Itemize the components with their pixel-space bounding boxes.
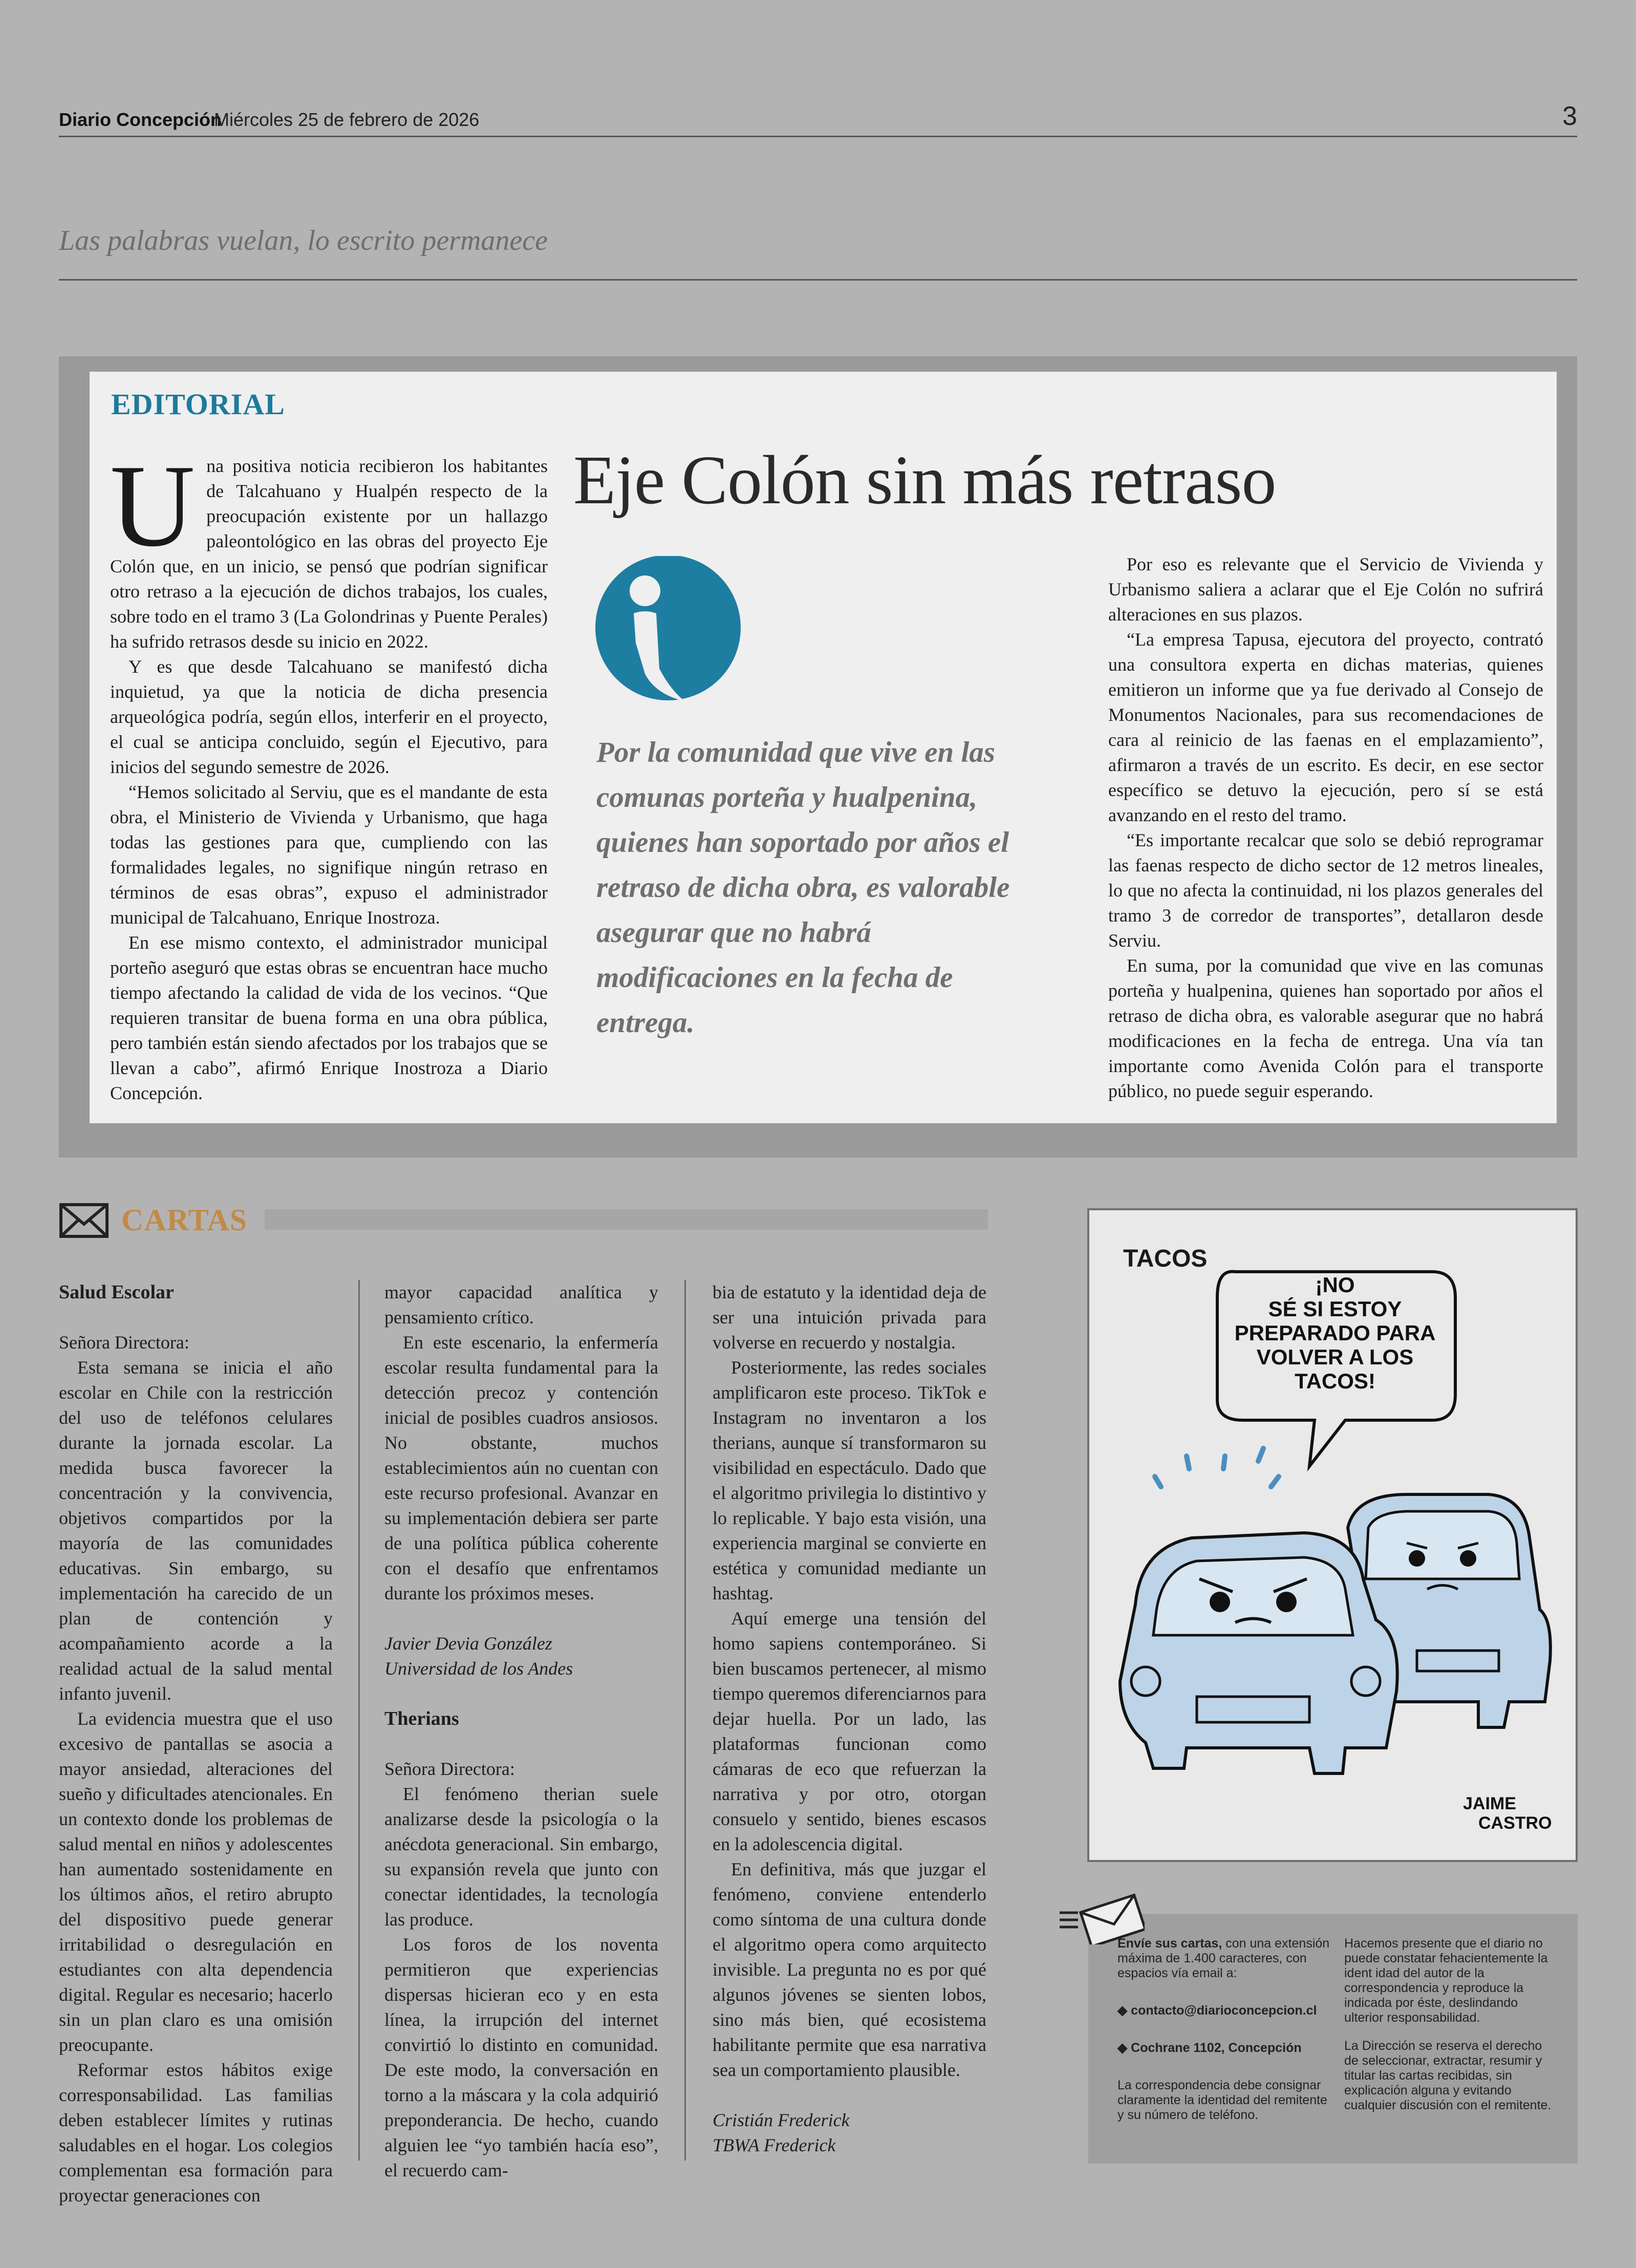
letter-title: Salud Escolar [59, 1281, 174, 1303]
drop-cap: U [110, 440, 196, 571]
editorial-label: EDITORIAL [111, 388, 285, 421]
envelope-icon [59, 1203, 109, 1238]
editorial-paragraph: Una positiva noticia recibieron los habitantes de Talcahuano y Hualpén respecto de la preocupación existente por un hallazgo paleontológico en las obras del proyecto Eje Colón que, en un inicio, se pensó que podrían significar otro retraso a la ejecución de dichos trabajos, los cuales, sobre todo en el tramo 3 (La Golondrinas y Puente Perales) ha sufrido retrasos desde su inicio en 2022. [110, 440, 548, 652]
tagline-text: Las palabras vuelan, lo escrito permanece [59, 225, 548, 256]
car-front [1120, 1533, 1397, 1773]
cartoon-drawing [1089, 1210, 1576, 1860]
cartas-rule [265, 1209, 988, 1230]
letter-salutation: Señora Directora: [59, 1332, 189, 1353]
letter-paragraph: Aquí emerge una tensión del homo sapiens contemporáneo. Si bien buscamos pertenecer, al mismo tiempo queremos diferenciarnos para dejar huella. Por un lado, las plataformas funcionan como cámaras de eco que refuerzan la narrativa y por otro, otorgan consuelo y sentido, bienes escasos en la adolescencia digital. [713, 1608, 986, 1854]
letter-paragraph: El fenómeno therian suele analizarse desde la psicología o la anécdota generacional. Sin embargo, su expansión revela que junto con conectar identidades, la tecnología las produce. [384, 1784, 658, 1930]
letter-column-2 [384, 1280, 658, 2183]
letter-paragraph: Esta semana se inicia el año escolar en Chile con la restricción del uso de teléfonos celulares durante la jornada escolar. La medida busca favorecer la concentración y la convivencia, objetivos compartidos por la mayoría de las comunidades educativas. Sin embargo, su implementación ha carecido de un plan de contención y acompañamiento acorde a la realidad actual de la salud mental infanto juvenil. [59, 1357, 333, 1704]
svg-text:¡NO: ¡NO [1315, 1273, 1355, 1297]
editorial-column-1 [110, 440, 548, 1106]
contact-intro-bold: Envíe sus cartas, [1117, 1936, 1222, 1951]
cartoon-title: TACOS [1123, 1245, 1208, 1272]
editorial-pull-quote: Por la comunidad que vive en las comunas porteña y hualpenina, quienes han soportado por años el retraso de dicha obra, es valorable asegurar que no habrá modificaciones en la fecha de entrega. [596, 736, 1010, 1039]
letter-signature-name: Cristián Frederick [713, 2110, 850, 2130]
editorial-paragraph: En ese mismo contexto, el administrador municipal porteño aseguró que estas obras se encuentran hace mucho tiempo afectando la calidad de vida de los vecinos. “Que requieren transitar de buena forma en una obra pública, pero también están siendo afectados por los trabajos que se llevan a cabo”, afirmó Enrique Inostroza a Diario Concepción. [110, 932, 548, 1103]
editorial-section [90, 372, 1557, 1123]
letter-signature-name: Javier Devia González [384, 1633, 552, 1654]
letter-column-3 [713, 1280, 986, 2158]
editorial-paragraph: En suma, por la comunidad que vive en las comunas porteña y hualpenina, quienes han soportado por años el retraso de dicha obra, es valorable asegurar que no habrá modificaciones en la fecha de entrega. Una vía tan importante como Avenida Colón para el transporte público, no puede seguir esperando. [1108, 955, 1543, 1101]
info-icon [594, 556, 747, 704]
cartas-label: CARTAS [121, 1203, 248, 1237]
letter-paragraph: En definitiva, más que juzgar el fenómeno, conviene entenderlo como síntoma de una cultura donde el algoritmo opera como arquitecto invisible. La pregunta no es por qué algunos jóvenes se sienten lobos, sino más bien, qué ecosistema habilitante permite que esa narrativa sea un comportamiento plausible. [713, 1859, 986, 2080]
cartas-header [59, 1201, 988, 1242]
letter-paragraph: Los foros de los noventa permitieron que experiencias dispersas hicieran eco y en esta línea, la irrupción del internet convirtió lo distinto en comunidad. De este modo, la conversación en torno a la máscara y la cola adquirió preponderancia. De hecho, cuando alguien lee “yo también hacía eso”, el recuerdo cam- [384, 1934, 658, 2180]
editorial-column-3 [1108, 552, 1543, 1104]
contact-disclaimer [1344, 1936, 1559, 2113]
svg-text:CASTRO: CASTRO [1478, 1813, 1552, 1833]
editorial-paragraph: “Es importante recalcar que solo se debió reprogramar las faenas respecto de dicho sector de 12 metros lineales, lo que no afecta la continuidad, ni los plazos generales del tramo 3 de corredor de transportes”, detallaron desde Serviu. [1108, 830, 1543, 951]
editorial-paragraph: Y es que desde Talcahuano se manifestó dicha inquietud, ya que la noticia de dicha presencia arqueológica podría, según ellos, interferir en el proyecto, el cual se anticipa concluido, según el Ejecutivo, para inicios del segundo semestre de 2026. [110, 656, 548, 777]
letter-signature-org: Universidad de los Andes [384, 1658, 573, 1679]
editorial-title: Eje Colón sin más retraso [573, 442, 1276, 519]
cartoon [1087, 1208, 1578, 1862]
letter-column-1 [59, 1280, 333, 2208]
svg-text:PREPARADO PARA: PREPARADO PARA [1234, 1321, 1436, 1345]
editorial-paragraph: “Hemos solicitado al Serviu, que es el mandante de esta obra, el Ministerio de Vivienda y Urbanismo, que haga todas las gestiones para que, cumpliendo con las formalidades legales, no signifique ningún retraso en términos de esas obras”, expuso el administrador municipal de Talcahuano, Enrique Inostroza. [110, 782, 548, 928]
disclaimer-paragraph: La Dirección se reserva el derecho de seleccionar, extractar, resumir y titular las cartas recibidas, sin explicación alguna y evitando cualquier discusión con el remitente. [1344, 2039, 1552, 2112]
contact-intro-text: con una extensión máxima de 1.400 caracteres, con espacios vía email a: [1117, 1936, 1330, 1980]
newspaper-name: Diario Concepción [59, 109, 222, 130]
letter-paragraph: mayor capacidad analítica y pensamiento crítico. [384, 1282, 658, 1328]
letter-signature-org: TBWA Frederick [713, 2135, 836, 2155]
editorial-paragraph: “La empresa Tapusa, ejecutora del proyecto, contrató una consultora experta en dichas materias, quienes emitieron un informe que ya fue derivado al Consejo de Monumentos Nacionales, para sus recomendaciones de cara al reinicio de las faenas en el emplazamiento”, afirmaron a través de un escrito. Es decir, en ese sector específico se detuvo la ejecución, pero sí se está avanzando en el resto del tramo. [1108, 629, 1543, 825]
contact-address: ◆ Cochrane 1102, Concepción [1117, 2041, 1302, 2055]
issue-date: Miércoles 25 de febrero de 2026 [214, 109, 480, 130]
contact-box [1088, 1914, 1578, 2164]
letter-paragraph: Reformar estos hábitos exige corresponsabilidad. Las familias deben establecer límites y rutinas saludables en el hogar. Los colegios complementan esa formación para proyectar generaciones con [59, 2060, 333, 2206]
letter-salutation: Señora Directora: [384, 1759, 515, 1779]
page-number: 3 [1562, 101, 1577, 131]
motion-lines [1155, 1448, 1279, 1487]
column-divider [684, 1280, 686, 2160]
disclaimer-paragraph: Hacemos presente que el diario no puede constatar fehacientemente la ident idad del autor de la correspondencia y reproduce la indicada por éste, deslindando ulterior responsabilidad. [1344, 1936, 1548, 2025]
letter-paragraph: bia de estatuto y la identidad deja de ser una intuición privada para volverse en recuerdo y nostalgia. [713, 1282, 986, 1353]
contact-note: La correspondencia debe consignar claramente la identidad del remitente y su número de teléfono. [1117, 2078, 1327, 2122]
letter-paragraph: En este escenario, la enfermería escolar resulta fundamental para la detección precoz y contención inicial de posibles cuadros ansiosos. No obstante, muchos establecimientos aún no cuentan con este recurso profesional. Avanzar en su implementación debiera ser parte de una política pública coherente con el desafío que enfrentamos durante los próximos meses. [384, 1332, 658, 1603]
column-divider [358, 1280, 360, 2160]
cartoon-signature [1463, 1794, 1552, 1833]
svg-text:JAIME: JAIME [1463, 1794, 1516, 1813]
page-header [59, 101, 1577, 137]
letter-title: Therians [384, 1708, 459, 1729]
speech-text [1235, 1273, 1436, 1393]
letter-paragraph: Posteriormente, las redes sociales amplificaron este proceso. TikTok e Instagram no inventaron a los therians, aunque sí transformaron su visibilidad en espectáculo. Dado que el algoritmo privilegia lo distintivo y lo replicable. Y bajo esta visión, una experiencia marginal se convierte en estética y comunidad mediante un hashtag. [713, 1357, 986, 1603]
svg-text:TACOS!: TACOS! [1295, 1369, 1375, 1393]
contact-email[interactable]: ◆ contacto@diarioconcepcion.cl [1117, 2003, 1317, 2018]
svg-text:SÉ SI ESTOY: SÉ SI ESTOY [1268, 1297, 1402, 1321]
contact-instructions [1117, 1936, 1332, 2123]
editorial-paragraph: Por eso es relevante que el Servicio de Vivienda y Urbanismo saliera a aclarar que el Eje Colón no sufrirá alteraciones en sus plazos. [1108, 554, 1543, 625]
letter-paragraph: La evidencia muestra que el uso excesivo de pantallas se asocia a mayor ansiedad, alteraciones del sueño y dificultades atencionales. En un contexto donde los problemas de salud mental en niños y adolescentes han aumentado sostenidamente en los últimos años, el retiro abrupto del dispositivo puede generar irritabilidad o desregulación en estudiantes con alta dependencia digital. Regular es necesario; hacerlo sin un plan claro es una omisión preocupante. [59, 1708, 333, 2055]
svg-text:VOLVER A LOS: VOLVER A LOS [1256, 1345, 1414, 1369]
section-tagline [59, 220, 1577, 281]
